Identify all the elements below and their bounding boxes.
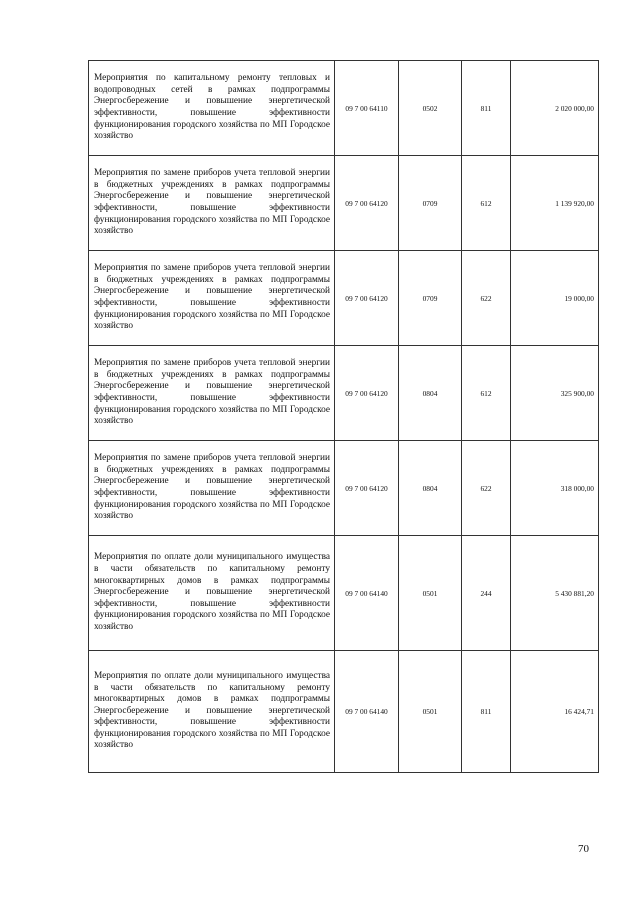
row-expense-type-code: 244 — [462, 536, 511, 651]
row-description: Мероприятия по оплате доли муниципального имущества в части обязательств по капитальному ремонту многоквартирных домов в рамках подпрограммы Энергосбережение и повышение энергетической эффективности, повышение эффективности функционирования городского хозяйства по МП Городское хозяйство — [89, 651, 335, 773]
row-target-article-code: 09 7 00 64120 — [335, 441, 399, 536]
row-target-article-code: 09 7 00 64140 — [335, 651, 399, 773]
row-section-code: 0501 — [399, 651, 462, 773]
row-description: Мероприятия по замене приборов учета тепловой энергии в бюджетных учреждениях в рамках подпрограммы Энергосбережение и повышение энергетической эффективности, повышение эффективности функционирования городского хозяйства по МП Городское хозяйство — [89, 251, 335, 346]
row-expense-type-code: 811 — [462, 651, 511, 773]
table-row — [89, 61, 599, 156]
row-amount: 19 000,00 — [511, 251, 599, 346]
row-target-article-code: 09 7 00 64140 — [335, 536, 399, 651]
row-amount: 318 000,00 — [511, 441, 599, 536]
row-amount: 1 139 920,00 — [511, 156, 599, 251]
row-expense-type-code: 612 — [462, 346, 511, 441]
row-section-code: 0804 — [399, 441, 462, 536]
row-amount: 5 430 881,20 — [511, 536, 599, 651]
table-row — [89, 536, 599, 651]
row-expense-type-code: 811 — [462, 61, 511, 156]
row-section-code: 0501 — [399, 536, 462, 651]
row-section-code: 0709 — [399, 251, 462, 346]
row-amount: 325 900,00 — [511, 346, 599, 441]
budget-table-container — [88, 60, 598, 773]
row-amount: 2 020 000,00 — [511, 61, 599, 156]
row-expense-type-code: 622 — [462, 251, 511, 346]
row-target-article-code: 09 7 00 64110 — [335, 61, 399, 156]
row-description: Мероприятия по замене приборов учета тепловой энергии в бюджетных учреждениях в рамках подпрограммы Энергосбережение и повышение энергетической эффективности, повышение эффективности функционирования городского хозяйства по МП Городское хозяйство — [89, 441, 335, 536]
row-amount: 16 424,71 — [511, 651, 599, 773]
table-row — [89, 156, 599, 251]
page-number: 70 — [578, 843, 589, 855]
row-target-article-code: 09 7 00 64120 — [335, 346, 399, 441]
row-section-code: 0804 — [399, 346, 462, 441]
row-description: Мероприятия по замене приборов учета тепловой энергии в бюджетных учреждениях в рамках подпрограммы Энергосбережение и повышение энергетической эффективности, повышение эффективности функционирования городского хозяйства по МП Городское хозяйство — [89, 156, 335, 251]
row-description: Мероприятия по замене приборов учета тепловой энергии в бюджетных учреждениях в рамках подпрограммы Энергосбережение и повышение энергетической эффективности, повышение эффективности функционирования городского хозяйства по МП Городское хозяйство — [89, 346, 335, 441]
row-target-article-code: 09 7 00 64120 — [335, 156, 399, 251]
row-expense-type-code: 612 — [462, 156, 511, 251]
row-section-code: 0502 — [399, 61, 462, 156]
table-row — [89, 651, 599, 773]
row-description: Мероприятия по капитальному ремонту тепловых и водопроводных сетей в рамках подпрограммы Энергосбережение и повышение энергетической эффективности, повышение эффективности функционирования городского хозяйства по МП Городское хозяйство — [89, 61, 335, 156]
row-section-code: 0709 — [399, 156, 462, 251]
table-row — [89, 346, 599, 441]
table-row — [89, 251, 599, 346]
budget-table — [88, 60, 599, 773]
row-description: Мероприятия по оплате доли муниципального имущества в части обязательств по капитальному ремонту многоквартирных домов в рамках подпрограммы Энергосбережение и повышение энергетической эффективности, повышение эффективности функционирования городского хозяйства по МП Городское хозяйство — [89, 536, 335, 651]
table-row — [89, 441, 599, 536]
row-expense-type-code: 622 — [462, 441, 511, 536]
row-target-article-code: 09 7 00 64120 — [335, 251, 399, 346]
